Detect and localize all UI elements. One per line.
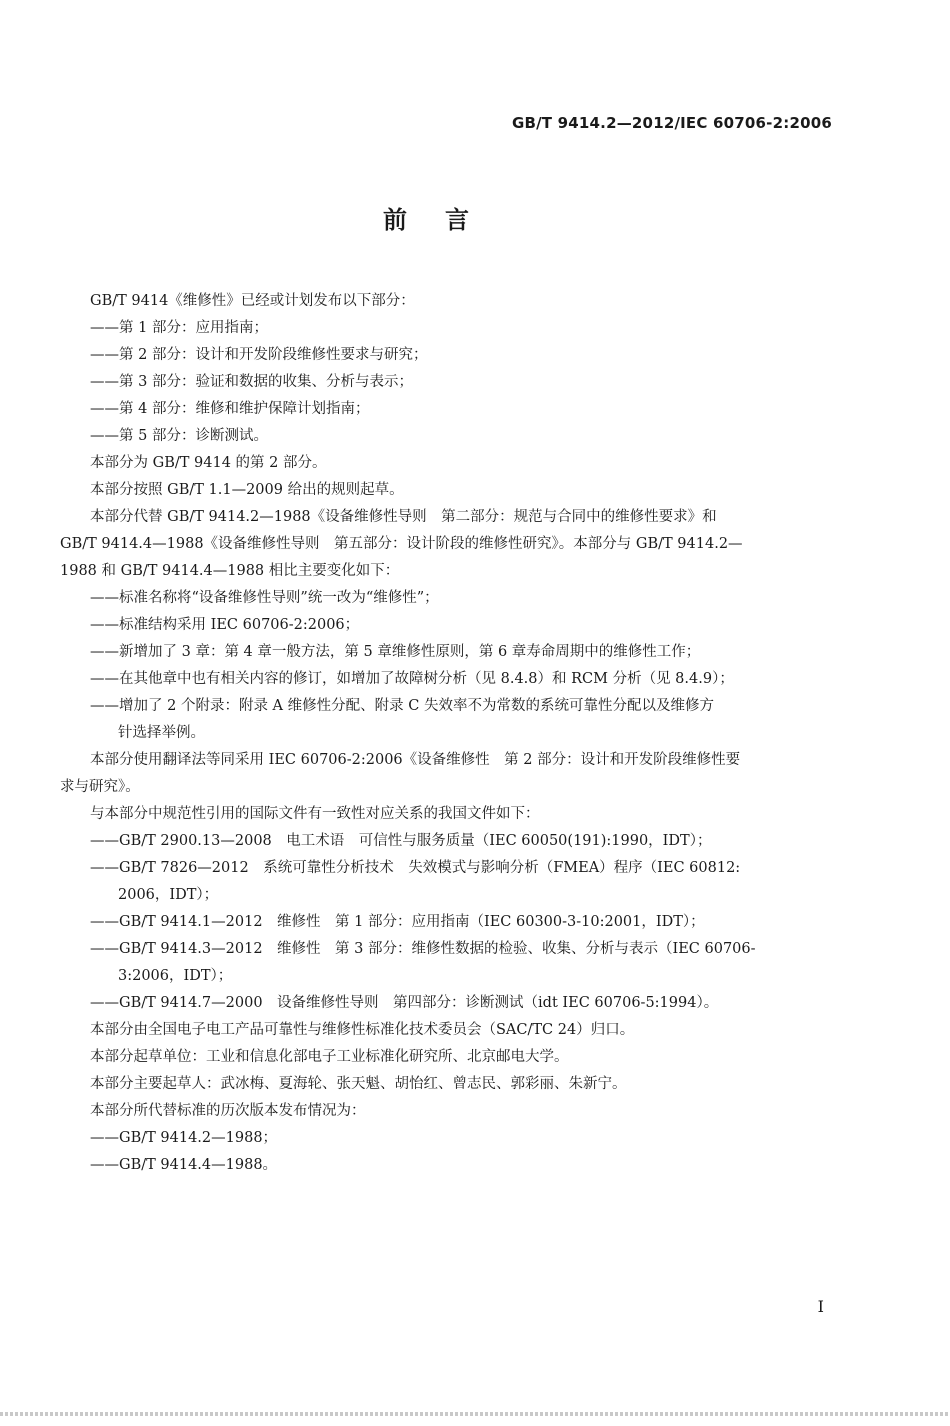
paragraph-replaces-line-1: 本部分代替 GB/T 9414.2—1988《设备维修性导则 第二部分：规范与合同中的维修性要求》和 [90,509,717,525]
paragraph-references-intro: 与本部分中规范性引用的国际文件有一致性对应关系的我国文件如下： [90,806,540,822]
list-item-ref-3: ——GB/T 9414.1—2012 维修性 第 1 部分：应用指南（IEC 60300-3-10:2001，IDT）； [90,914,705,930]
list-item-change-1: ——标准名称将“设备维修性导则”统一改为“维修性”； [90,590,439,606]
list-item-ref-2-cont: 2006，IDT）； [118,887,219,903]
paragraph-drafting-units: 本部分起草单位：工业和信息化部电子工业标准化研究所、北京邮电大学。 [90,1049,569,1065]
list-item-part-5: ——第 5 部分：诊断测试。 [90,428,268,444]
list-item-change-2: ——标准结构采用 IEC 60706-2:2006； [90,617,360,633]
list-item-part-4: ——第 4 部分：维修和维护保障计划指南； [90,401,370,417]
paragraph-drafters: 本部分主要起草人：武冰梅、夏海轮、张天魁、胡怡红、曾志民、郭彩丽、朱新宁。 [90,1076,627,1092]
list-item-change-4: ——在其他章中也有相关内容的修订，如增加了故障树分析（见 8.4.8）和 RCM 分析（见 8.4.9）； [90,671,734,687]
paragraph-committee: 本部分由全国电子电工产品可靠性与维修性标准化技术委员会（SAC/TC 24）归口。 [90,1022,635,1038]
list-item-change-3: ——新增加了 3 章：第 4 章一般方法，第 5 章维修性原则，第 6 章寿命周期中的维修性工作； [90,644,701,660]
scan-edge-divider [0,1412,950,1416]
list-item-ref-2: ——GB/T 7826—2012 系统可靠性分析技术 失效模式与影响分析（FMEA）程序（IEC 60812: [90,860,741,876]
list-item-part-3: ——第 3 部分：验证和数据的收集、分析与表示； [90,374,413,390]
preface-body [60,288,842,1179]
paragraph-adoption-line-2: 求与研究》。 [60,779,140,795]
paragraph-adoption-line-1: 本部分使用翻译法等同采用 IEC 60706-2:2006《设备维修性 第 2 部分：设计和开发阶段维修性要 [90,752,741,768]
list-item-part-1: ——第 1 部分：应用指南； [90,320,268,336]
paragraph-replaces-line-2: GB/T 9414.4—1988《设备维修性导则 第五部分：设计阶段的维修性研究》。本部分与 GB/T 9414.2— [60,536,743,552]
paragraph-drafting-rules: 本部分按照 GB/T 1.1—2009 给出的规则起草。 [90,482,404,498]
standard-number: GB/T 9414.2—2012/IEC 60706-2:2006 [511,114,832,132]
list-item-change-5-cont: 针选择举例。 [118,725,205,741]
list-item-part-2: ——第 2 部分：设计和开发阶段维修性要求与研究； [90,347,428,363]
list-item-change-5: ——增加了 2 个附录：附录 A 维修性分配、附录 C 失效率不为常数的系统可靠性分配以及维修方 [90,698,714,714]
paragraph-replaces-line-3: 1988 和 GB/T 9414.4—1988 相比主要变化如下： [60,563,400,579]
list-item-history-1: ——GB/T 9414.2—1988； [90,1130,278,1146]
paragraph-part-statement: 本部分为 GB/T 9414 的第 2 部分。 [90,455,327,471]
paragraph-history-intro: 本部分所代替标准的历次版本发布情况为： [90,1103,366,1119]
paragraph-intro: GB/T 9414《维修性》已经或计划发布以下部分： [90,293,415,309]
list-item-ref-4: ——GB/T 9414.3—2012 维修性 第 3 部分：维修性数据的检验、收集、分析与表示（IEC 60706- [90,941,756,957]
page-number: I [817,1297,824,1316]
page-title: 前言 [383,206,507,234]
list-item-history-2: ——GB/T 9414.4—1988。 [90,1157,278,1173]
list-item-ref-4-cont: 3:2006，IDT）； [118,968,233,984]
list-item-ref-5: ——GB/T 9414.7—2000 设备维修性导则 第四部分：诊断测试（idt IEC 60706-5:1994）。 [90,995,719,1011]
list-item-ref-1: ——GB/T 2900.13—2008 电工术语 可信性与服务质量（IEC 60050(191):1990，IDT）； [90,833,712,849]
